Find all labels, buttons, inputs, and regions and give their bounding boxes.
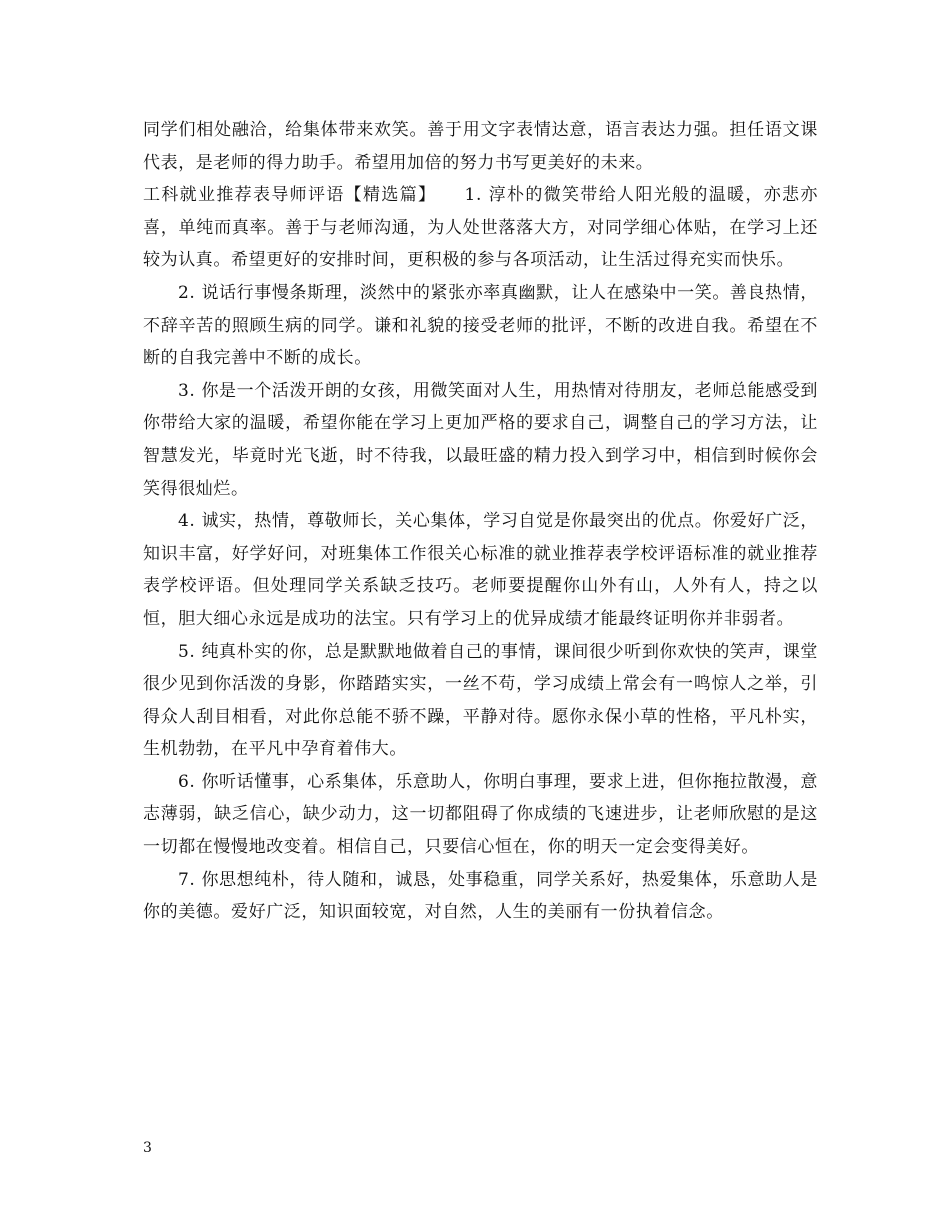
paragraph-item-7: 7. 你思想纯朴，待人随和，诚恳，处事稳重，同学关系好，热爱集体，乐意助人是你的美德。爱好广泛，知识面较宽，对自然，人生的美丽有一份执着信念。 xyxy=(143,869,818,923)
paragraph-section-heading-item-1: 工科就业推荐表导师评语【精选篇】 1. 淳朴的微笑带给人阳光般的温暖，亦悲亦喜，单纯而真率。善于与老师沟通，为人处世落落大方，对同学细心体贴，在学习上还较为认真。希望更好的安排时间，更积极的参与各项活动，让生活过得充实而快乐。 xyxy=(143,185,818,271)
paragraph-item-6: 6. 你听话懂事，心系集体，乐意助人，你明白事理，要求上进，但你拖拉散漫，意志薄弱，缺乏信心，缺少动力，这一切都阻碍了你成绩的飞速进步，让老师欣慰的是这一切都在慢慢地改变着。相信自己，只要信心恒在，你的明天一定会变得美好。 xyxy=(143,771,818,858)
paragraph-item-3: 3. 你是一个活泼开朗的女孩，用微笑面对人生，用热情对待朋友，老师总能感受到你带给大家的温暖，希望你能在学习上更加严格的要求自己，调整自己的学习方法，让智慧发光，毕竟时光飞逝，时不待我，以最旺盛的精力投入到学习中，相信到时候你会笑得很灿烂。 xyxy=(143,380,818,499)
paragraph-item-2: 2. 说话行事慢条斯理，淡然中的紧张亦率真幽默，让人在感染中一笑。善良热情，不辞辛苦的照顾生病的同学。谦和礼貌的接受老师的批评，不断的改进自我。希望在不断的自我完善中不断的成长。 xyxy=(143,282,818,369)
page-number: 3 xyxy=(143,1140,152,1156)
paragraph-item-4: 4. 诚实，热情，尊敬师长，关心集体，学习自觉是你最突出的优点。你爱好广泛，知识丰富，好学好问，对班集体工作很关心标准的就业推荐表学校评语标准的就业推荐表学校评语。但处理同学关系缺乏技巧。老师要提醒你山外有山，人外有人，持之以恒，胆大细心永远是成功的法宝。只有学习上的优异成绩才能最终证明你并非弱者。 xyxy=(143,511,818,629)
paragraph-item-5: 5. 纯真朴实的你，总是默默地做着自己的事情，课间很少听到你欢快的笑声，课堂很少见到你活泼的身影，你踏踏实实，一丝不苟，学习成绩上常会有一鸣惊人之举，引得众人刮目相看，对此你总能不骄不躁，平静对待。愿你永保小草的性格，平凡朴实，生机勃勃，在平凡中孕育着伟大。 xyxy=(143,641,818,760)
document-body xyxy=(143,114,818,929)
paragraph-intro: 同学们相处融洽，给集体带来欢笑。善于用文字表情达意，语言表达力强。担任语文课代表，是老师的得力助手。希望用加倍的努力书写更美好的未来。 xyxy=(143,120,818,173)
